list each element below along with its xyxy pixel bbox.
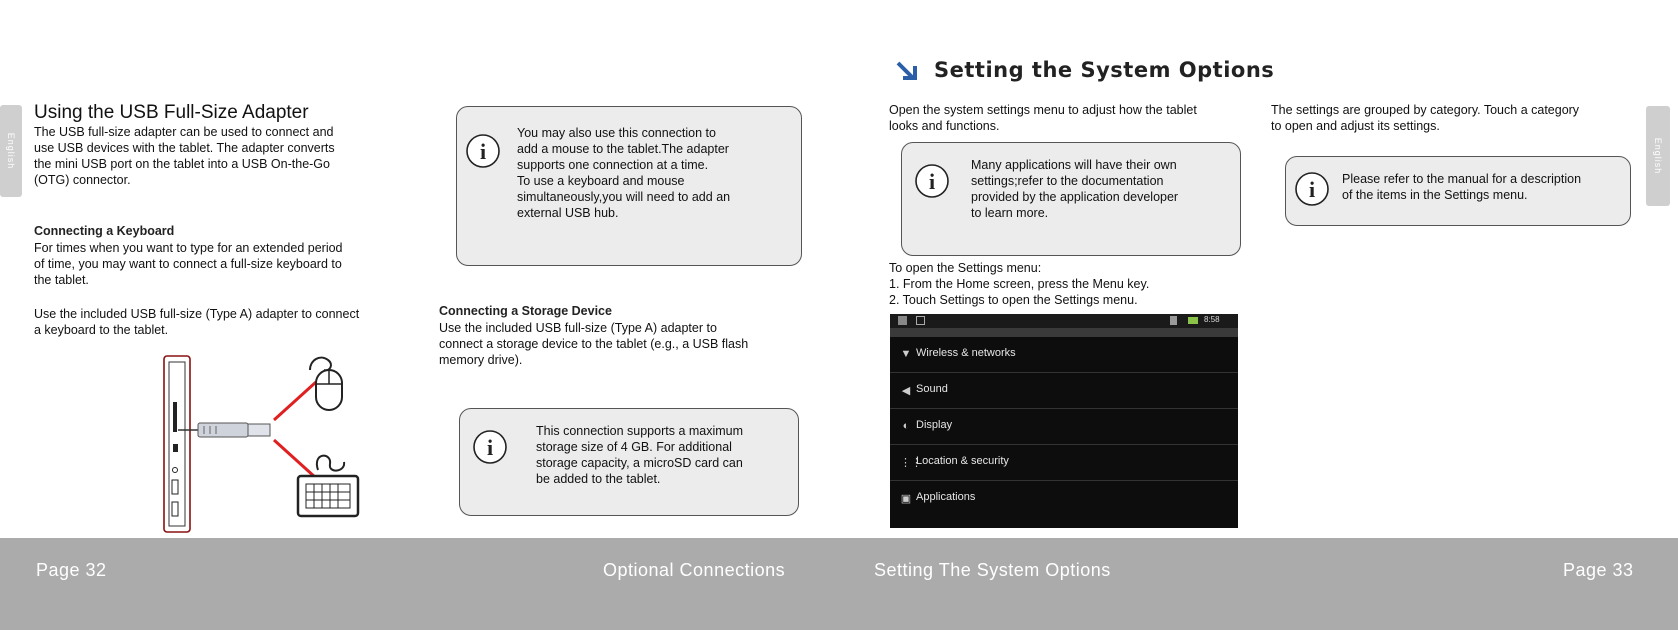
left-intro: The USB full-size adapter can be used to connect and use USB devices with the tablet. The adapter converts the mini USB port on the tablet into a USB On-the-Go (OTG) connector. — [34, 125, 335, 187]
page-number-left: Page 32 — [36, 560, 107, 580]
footer-bar — [0, 538, 1678, 630]
notification-icon — [898, 316, 907, 325]
page-number-right: Page 33 — [1563, 560, 1634, 580]
settings-item-applications[interactable]: ▣ Applications — [900, 491, 976, 505]
side-tab-left: English — [0, 105, 22, 197]
svg-text:i: i — [479, 139, 487, 164]
callout-app-settings — [901, 142, 1241, 256]
tablet-icon — [164, 356, 190, 532]
settings-item-sound[interactable]: ◀ Sound — [890, 373, 1238, 409]
side-tab-right: English — [1646, 106, 1670, 206]
wifi-icon: ▼ — [900, 348, 912, 360]
usb-keyboard-mouse-illustration — [160, 352, 390, 534]
arrow-down-right-icon — [895, 58, 919, 82]
right-heading: Setting the System Options — [934, 58, 1275, 82]
keyboard-heading: Connecting a Keyboard — [34, 224, 175, 238]
arrow-to-keyboard — [274, 440, 316, 478]
display-icon: ◐ — [902, 420, 910, 432]
settings-screenshot — [890, 314, 1238, 528]
svg-text:i: i — [928, 169, 936, 194]
info-icon — [472, 429, 508, 465]
notification-icon — [916, 316, 925, 325]
info-icon — [1294, 171, 1330, 207]
callout-manual-reference — [1285, 156, 1631, 226]
arrow-to-mouse — [274, 382, 316, 420]
keyboard-text-2: Use the included USB full-size (Type A) adapter to connect a keyboard to the tablet. — [34, 307, 360, 337]
status-bar — [890, 314, 1238, 328]
settings-steps: To open the Settings menu: 1. From the Home screen, press the Menu key. 2. Touch Settings to open the Settings menu. — [889, 261, 1150, 307]
battery-icon — [1188, 317, 1198, 324]
right-col2-text: The settings are grouped by category. Touch a category to open and adjust its settings. — [1271, 103, 1580, 133]
callout-mouse-hub-text: You may also use this connection to add a mouse to the tablet.The adapter supports one connection at a time. To use a keyboard and mouse simultaneously,you will need to add an external USB hub. — [517, 126, 731, 220]
sound-icon: ◀ — [901, 385, 911, 397]
left-heading: Using the USB Full-Size Adapter — [34, 102, 309, 123]
keyboard-icon — [298, 456, 358, 516]
callout-storage-size — [459, 408, 799, 516]
settings-title-bar — [890, 328, 1238, 337]
keyboard-text: For times when you want to type for an extended period of time, you may want to connect a full-size keyboard to the tablet. — [34, 241, 343, 287]
signal-icon — [1170, 316, 1177, 325]
usb-adapter-icon — [178, 423, 270, 437]
svg-text:i: i — [1308, 177, 1316, 202]
applications-icon: ▣ — [900, 493, 912, 505]
clock-time: 8:58 — [1204, 315, 1220, 324]
info-icon — [914, 163, 950, 199]
callout-mouse-hub — [456, 106, 802, 266]
svg-text:i: i — [486, 435, 494, 460]
settings-item-display[interactable]: ◐ Display — [890, 409, 1238, 445]
info-icon — [465, 133, 501, 169]
callout-app-settings-text: Many applications will have their own settings;refer to the documentation provided by the application developer to learn more. — [971, 158, 1179, 220]
location-icon: ⋮⋮ — [900, 457, 922, 469]
right-intro: Open the system settings menu to adjust how the tablet looks and functions. — [889, 103, 1197, 133]
storage-heading: Connecting a Storage Device — [439, 304, 612, 318]
footer-section-left: Optional Connections — [603, 560, 786, 580]
storage-text: Use the included USB full-size (Type A) adapter to connect a storage device to the tablet (e.g., a USB flash memory drive). — [439, 321, 749, 367]
settings-item-location[interactable]: ⋮⋮ Location & security — [890, 445, 1238, 481]
callout-storage-size-text: This connection supports a maximum storage size of 4 GB. For additional storage capacity, a microSD card can be added to the tablet. — [536, 424, 744, 486]
footer-section-right: Setting The System Options — [874, 560, 1111, 580]
callout-manual-reference-text: Please refer to the manual for a description of the items in the Settings menu. — [1342, 172, 1582, 202]
settings-item-wireless[interactable]: ▼ Wireless & networks — [890, 337, 1238, 373]
